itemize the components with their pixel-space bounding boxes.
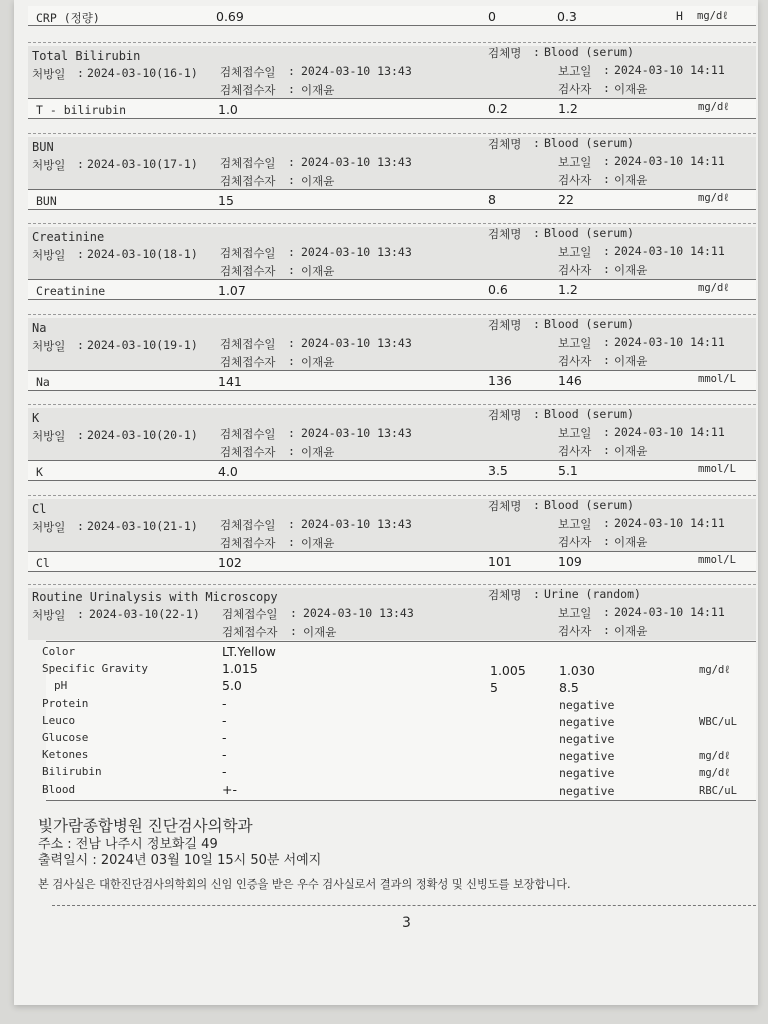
urinalysis-value: -: [222, 695, 227, 711]
crp-flag: H: [676, 9, 683, 23]
receiver-value: 이재윤: [301, 536, 335, 550]
result-row: [28, 551, 756, 572]
prescription-colon: :: [77, 337, 84, 352]
examiner-colon: :: [603, 171, 610, 186]
report-value: 2024-03-10 14:11: [614, 63, 725, 77]
examiner-label: 검사자: [558, 172, 592, 187]
examiner-value: 이재윤: [614, 263, 648, 278]
result-ref-high: 22: [558, 191, 574, 207]
examiner-value: 이재윤: [614, 353, 648, 368]
urinalysis-results-box: [46, 641, 756, 801]
examiner-colon: :: [603, 352, 610, 367]
received-label: 검체접수일: [220, 336, 276, 351]
urinalysis-ref-high: 1.030: [559, 663, 595, 679]
result-unit: mg/dℓ: [698, 282, 730, 295]
result-row: [28, 279, 756, 300]
prescription-value: 2024-03-10(19-1): [87, 337, 198, 352]
urinalysis-unit: WBC/uL: [699, 715, 737, 728]
prescription-value: 2024-03-10(16-1): [87, 66, 198, 80]
specimen-label: 검체명: [488, 408, 522, 423]
urinalysis-ref-low: 1.005: [490, 663, 526, 679]
receiver-label: 검체접수자: [220, 264, 276, 279]
test-title: Total Bilirubin: [32, 49, 141, 63]
prescription-value: 2024-03-10(21-1): [87, 519, 198, 533]
result-item: Na: [36, 374, 50, 389]
report-value: 2024-03-10 14:11: [614, 516, 725, 530]
examiner-label: 검사자: [558, 444, 592, 459]
result-value: 1.0: [218, 102, 238, 117]
result-ref-low: 101: [488, 554, 512, 569]
examiner-label: 검사자: [558, 263, 592, 278]
examiner-label: 검사자: [558, 353, 592, 368]
receiver-colon: :: [288, 353, 295, 368]
examiner-value: 이재윤: [614, 82, 648, 96]
test-title: BUN: [32, 139, 54, 154]
prescription-colon: :: [77, 247, 84, 262]
examiner-label: 검사자: [558, 535, 592, 549]
urinalysis-prescription-label: 처방일: [32, 608, 66, 622]
result-ref-low: 136: [488, 372, 512, 388]
result-value: 1.07: [218, 283, 246, 299]
prescription-value: 2024-03-10(17-1): [87, 156, 198, 171]
examiner-value: 이재윤: [614, 444, 648, 459]
section-separator: [28, 314, 756, 315]
prescription-value: 2024-03-10(20-1): [87, 428, 198, 443]
received-label: 검체접수일: [220, 427, 276, 442]
urinalysis-value: -: [222, 764, 227, 780]
urinalysis-specimen-label: 검체명: [488, 588, 522, 602]
urinalysis-report-label: 보고일: [558, 606, 592, 620]
urinalysis-value: -: [222, 747, 227, 763]
result-item: Cl: [36, 556, 50, 570]
urinalysis-ref-high: 8.5: [559, 680, 579, 696]
prescription-label: 처방일: [32, 67, 66, 81]
urinalysis-ref-high: negative: [559, 749, 615, 764]
report-label: 보고일: [558, 64, 592, 78]
receiver-label: 검체접수자: [220, 173, 276, 188]
report-value: 2024-03-10 14:11: [614, 425, 725, 440]
section-separator: [28, 42, 756, 43]
crp-name: CRP (정량): [36, 11, 100, 25]
urinalysis-examiner-label: 검사자: [558, 624, 592, 638]
receiver-value: 이재윤: [301, 445, 335, 460]
received-value: 2024-03-10 13:43: [301, 64, 412, 78]
specimen-value: Blood (serum): [544, 407, 635, 422]
report-colon: :: [603, 153, 610, 168]
result-ref-high: 109: [558, 554, 582, 569]
urinalysis-item: Color: [42, 645, 76, 658]
prescription-colon: :: [77, 428, 84, 443]
received-value: 2024-03-10 13:43: [301, 154, 412, 169]
urinalysis-item: Protein: [42, 696, 89, 710]
urinalysis-item: Blood: [42, 782, 76, 796]
result-row: [28, 370, 756, 391]
received-colon: :: [288, 154, 295, 169]
prescription-label: 처방일: [32, 157, 66, 172]
received-label: 검체접수일: [220, 65, 276, 79]
urinalysis-received: 2024-03-10 13:43: [303, 606, 414, 620]
hospital-address: 주소 : 전남 나주시 정보화길 49: [38, 837, 218, 852]
urinalysis-examiner-colon: :: [603, 623, 610, 637]
urinalysis-report: 2024-03-10 14:11: [614, 605, 725, 619]
urinalysis-value: +-: [222, 781, 237, 797]
receiver-value: 이재윤: [301, 173, 335, 188]
crp-ref-high: 0.3: [557, 9, 577, 24]
receiver-label: 검체접수자: [220, 445, 276, 460]
specimen-colon: :: [533, 45, 540, 59]
result-ref-low: 0.2: [488, 101, 508, 116]
result-value: 141: [218, 373, 242, 389]
urinalysis-receiver-label: 검체접수자: [222, 625, 278, 639]
urinalysis-received-label: 검체접수일: [222, 607, 278, 621]
received-colon: :: [288, 517, 295, 531]
specimen-value: Blood (serum): [544, 135, 635, 150]
urinalysis-value: -: [222, 712, 227, 728]
receiver-colon: :: [288, 172, 295, 187]
specimen-label: 검체명: [488, 499, 522, 513]
test-title: Na: [32, 320, 47, 335]
urinalysis-prescription: 2024-03-10(22-1): [89, 607, 200, 621]
specimen-value: Blood (serum): [544, 45, 635, 59]
result-item: BUN: [36, 193, 57, 208]
examiner-colon: :: [603, 81, 610, 95]
receiver-label: 검체접수자: [220, 83, 276, 97]
receiver-colon: :: [288, 82, 295, 96]
urinalysis-receiver-colon: :: [290, 624, 297, 638]
received-value: 2024-03-10 13:43: [301, 245, 412, 260]
urinalysis-examiner: 이재윤: [614, 624, 648, 638]
urinalysis-item: Specific Gravity: [42, 662, 148, 676]
urinalysis-value: 1.015: [222, 661, 258, 677]
specimen-colon: :: [533, 135, 540, 150]
report-colon: :: [603, 425, 610, 440]
test-title: Creatinine: [32, 230, 105, 245]
result-unit: mg/dℓ: [698, 101, 730, 113]
result-unit: mg/dℓ: [698, 191, 730, 204]
specimen-value: Blood (serum): [544, 498, 635, 512]
accreditation-notice: 본 검사실은 대한진단검사의학회의 신임 인증을 받은 우수 검사실로서 결과의 정확성 및 신빙도를 보장합니다.: [38, 878, 571, 891]
received-colon: :: [288, 64, 295, 78]
received-colon: :: [288, 335, 295, 350]
examiner-colon: :: [603, 534, 610, 548]
report-value: 2024-03-10 14:11: [614, 153, 725, 168]
receiver-label: 검체접수자: [220, 354, 276, 369]
result-value: 102: [218, 555, 242, 570]
urinalysis-unit: mg/dℓ: [699, 664, 731, 677]
result-value: 15: [218, 192, 234, 208]
received-label: 검체접수일: [220, 518, 276, 532]
urinalysis-ref-high: negative: [559, 714, 615, 729]
received-colon: :: [288, 245, 295, 260]
received-colon: :: [288, 426, 295, 441]
crp-row: [28, 6, 756, 26]
report-page: [14, 0, 758, 1005]
specimen-label: 검체명: [488, 317, 522, 332]
result-unit: mmol/L: [698, 463, 736, 476]
report-colon: :: [603, 63, 610, 77]
examiner-colon: :: [603, 443, 610, 458]
result-ref-high: 1.2: [558, 282, 578, 298]
specimen-value: Blood (serum): [544, 316, 635, 331]
urinalysis-item: pH: [54, 679, 68, 693]
page-number: 3: [402, 915, 411, 931]
prescription-colon: :: [77, 66, 84, 80]
specimen-colon: :: [533, 498, 540, 512]
urinalysis-received-colon: :: [290, 606, 297, 620]
urinalysis-value: -: [222, 730, 227, 745]
result-ref-high: 5.1: [558, 463, 578, 479]
urinalysis-item: Glucose: [42, 731, 89, 744]
urinalysis-ref-high: negative: [559, 732, 615, 746]
urinalysis-item: Bilirubin: [42, 765, 102, 779]
specimen-label: 검체명: [488, 46, 522, 60]
received-value: 2024-03-10 13:43: [301, 426, 412, 441]
section-separator: [28, 584, 756, 585]
result-item: K: [36, 465, 43, 480]
specimen-colon: :: [533, 407, 540, 422]
crp-unit: mg/dℓ: [697, 10, 729, 22]
prescription-colon: :: [77, 156, 84, 171]
receiver-value: 이재윤: [301, 354, 335, 369]
receiver-value: 이재윤: [301, 264, 335, 279]
prescription-label: 처방일: [32, 248, 66, 263]
report-colon: :: [603, 516, 610, 530]
section-separator: [28, 223, 756, 224]
result-unit: mmol/L: [698, 372, 736, 385]
urinalysis-value: LT.Yellow: [222, 644, 276, 659]
test-title: K: [32, 411, 40, 426]
examiner-value: 이재윤: [614, 535, 648, 549]
result-ref-low: 3.5: [488, 463, 508, 479]
result-item: T - bilirubin: [36, 103, 127, 117]
result-item: Creatinine: [36, 284, 106, 299]
result-row: [28, 98, 756, 119]
urinalysis-item: Ketones: [42, 748, 89, 762]
report-value: 2024-03-10 14:11: [614, 244, 725, 259]
specimen-value: Blood (serum): [544, 226, 635, 241]
urinalysis-specimen: Urine (random): [544, 587, 641, 601]
specimen-label: 검체명: [488, 227, 522, 242]
result-ref-high: 146: [558, 372, 582, 388]
urinalysis-value: 5.0: [222, 678, 242, 694]
prescription-colon: :: [77, 519, 84, 533]
urinalysis-item: Leuco: [42, 713, 76, 727]
section-separator: [28, 495, 756, 496]
prescription-label: 처방일: [32, 520, 66, 534]
report-colon: :: [603, 244, 610, 259]
report-colon: :: [603, 334, 610, 349]
print-datetime: 출력일시 : 2024년 03월 10일 15시 50분 서예지: [38, 853, 322, 868]
urinalysis-title: Routine Urinalysis with Microscopy: [32, 590, 278, 604]
prescription-value: 2024-03-10(18-1): [87, 247, 198, 262]
section-separator: [28, 404, 756, 405]
report-label: 보고일: [558, 335, 592, 350]
result-ref-low: 8: [488, 191, 496, 207]
receiver-value: 이재윤: [301, 83, 335, 97]
report-label: 보고일: [558, 154, 592, 169]
received-label: 검체접수일: [220, 246, 276, 261]
urinalysis-report-colon: :: [603, 605, 610, 619]
urinalysis-prescription-colon: :: [77, 607, 84, 621]
test-title: Cl: [32, 502, 47, 516]
crp-ref-low: 0: [488, 9, 496, 24]
section-separator: [28, 133, 756, 134]
examiner-value: 이재윤: [614, 172, 648, 187]
urinalysis-receiver: 이재윤: [303, 625, 337, 639]
examiner-label: 검사자: [558, 82, 592, 96]
report-label: 보고일: [558, 517, 592, 531]
report-label: 보고일: [558, 426, 592, 441]
urinalysis-unit: RBC/uL: [699, 784, 737, 797]
result-row: [28, 189, 756, 210]
receiver-colon: :: [288, 444, 295, 459]
specimen-colon: :: [533, 316, 540, 331]
receiver-colon: :: [288, 263, 295, 278]
prescription-label: 처방일: [32, 429, 66, 444]
urinalysis-unit: mg/dℓ: [699, 750, 731, 763]
result-ref-high: 1.2: [558, 101, 578, 116]
report-label: 보고일: [558, 245, 592, 260]
result-value: 4.0: [218, 464, 238, 480]
receiver-colon: :: [288, 535, 295, 549]
urinalysis-ref-low: 5: [490, 680, 498, 696]
footer-divider: [52, 905, 756, 906]
result-ref-low: 0.6: [488, 282, 508, 298]
urinalysis-ref-high: negative: [559, 697, 615, 712]
urinalysis-specimen-colon: :: [533, 587, 540, 601]
report-value: 2024-03-10 14:11: [614, 334, 725, 349]
hospital-name: 빛가람종합병원 진단검사의학과: [38, 817, 253, 835]
received-label: 검체접수일: [220, 155, 276, 170]
prescription-label: 처방일: [32, 338, 66, 353]
crp-value: 0.69: [216, 9, 244, 24]
urinalysis-ref-high: negative: [559, 766, 615, 781]
urinalysis-ref-high: negative: [559, 783, 615, 798]
examiner-colon: :: [603, 262, 610, 277]
specimen-colon: :: [533, 226, 540, 241]
received-value: 2024-03-10 13:43: [301, 517, 412, 531]
urinalysis-unit: mg/dℓ: [699, 767, 731, 780]
receiver-label: 검체접수자: [220, 536, 276, 550]
received-value: 2024-03-10 13:43: [301, 335, 412, 350]
result-row: [28, 460, 756, 481]
specimen-label: 검체명: [488, 136, 522, 151]
result-unit: mmol/L: [698, 554, 736, 566]
